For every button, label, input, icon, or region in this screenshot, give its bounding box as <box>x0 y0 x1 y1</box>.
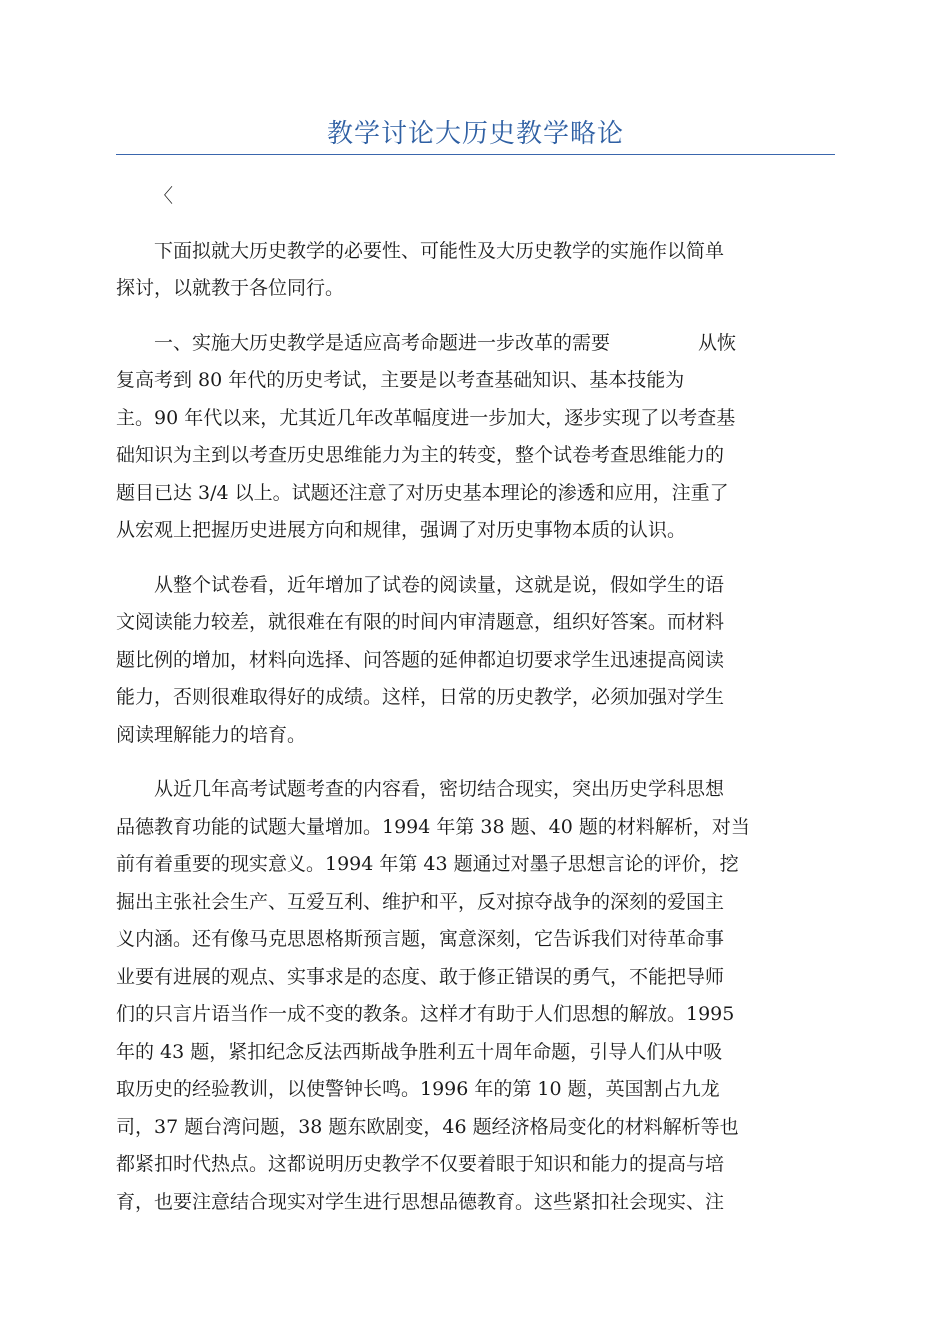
text-line: 从整个试卷看，近年增加了试卷的阅读量，这就是说，假如学生的语 <box>154 573 725 596</box>
text-line: 阅读理解能力的培育。 <box>116 723 307 746</box>
paragraph-2 <box>116 567 835 755</box>
text-line: 探讨，以就教于各位同行。 <box>116 277 345 299</box>
section-marker <box>116 178 835 216</box>
text-line: 们的只言片语当作一成不变的教条。这样才有助于人们思想的解放。1995 <box>116 1003 735 1025</box>
title-underline <box>116 154 835 155</box>
text-line: 业要有进展的观点、实事求是的态度、敢于修正错误的勇气，不能把导师 <box>116 965 725 988</box>
text-line: 司，37 题台湾问题，38 题东欧剧变，46 题经济格局变化的材料解析等也 <box>116 1115 739 1138</box>
document-title: 教学讨论大历史教学略论 <box>326 119 624 149</box>
text-fragment: 从恢 <box>698 331 737 354</box>
text-line: 育，也要注意结合现实对学生进行思想品德教育。这些紧扣社会现实、注 <box>116 1190 725 1213</box>
text-line: 复高考到 80 年代的历史考试，主要是以考查基础知识、基本技能为 <box>116 369 685 391</box>
text-line: 能力，否则很难取得好的成绩。这样，日常的历史教学，必须加强对学生 <box>116 686 725 708</box>
intro-paragraph <box>116 233 835 308</box>
marker-glyph: 〈 <box>154 185 174 207</box>
text-line: 掘出主张社会生产、互爱互利、维护和平，反对掠夺战争的深刻的爱国主 <box>116 890 725 913</box>
section1-heading-line <box>116 325 835 363</box>
paragraph-3 <box>116 771 835 1221</box>
text-line: 题比例的增加，材料向选择、问答题的延伸都迫切要求学生迅速提高阅读 <box>116 648 725 671</box>
text-line: 品德教育功能的试题大量增加。1994 年第 38 题、40 题的材料解析，对当 <box>116 815 750 838</box>
text-line: 年的 43 题，紧扣纪念反法西斯战争胜利五十周年命题，引导人们从中吸 <box>116 1040 723 1063</box>
text-line: 从宏观上把握历史进展方向和规律，强调了对历史事物本质的认识。 <box>116 519 687 541</box>
section1-paragraph <box>116 325 835 550</box>
text-line: 下面拟就大历史教学的必要性、可能性及大历史教学的实施作以简单 <box>154 239 725 262</box>
text-line: 义内涵。还有像马克思恩格斯预言题，寓意深刻，它告诉我们对待革命事 <box>116 928 725 950</box>
section1-heading: 一、实施大历史教学是适应高考命题进一步改革的需要 <box>154 331 611 354</box>
text-line: 础知识为主到以考查历史思维能力为主的转变，整个试卷考查思维能力的 <box>116 444 725 466</box>
document-body <box>116 178 835 1238</box>
text-line: 都紧扣时代热点。这都说明历史教学不仅要着眼于知识和能力的提高与培 <box>116 1153 725 1175</box>
text-line: 文阅读能力较差，就很难在有限的时间内审清题意，组织好答案。而材料 <box>116 611 725 633</box>
text-line: 前有着重要的现实意义。1994 年第 43 题通过对墨子思想言论的评价，挖 <box>116 853 739 875</box>
text-line: 题目已达 3/4 以上。试题还注意了对历史基本理论的渗透和应用，注重了 <box>116 481 729 504</box>
text-line: 主。90 年代以来，尤其近几年改革幅度进一步加大，逐步实现了以考查基 <box>116 406 736 429</box>
text-line: 从近几年高考试题考查的内容看，密切结合现实，突出历史学科思想 <box>154 778 725 800</box>
text-line: 取历史的经验教训，以使警钟长鸣。1996 年的第 10 题，英国割占九龙 <box>116 1078 720 1100</box>
